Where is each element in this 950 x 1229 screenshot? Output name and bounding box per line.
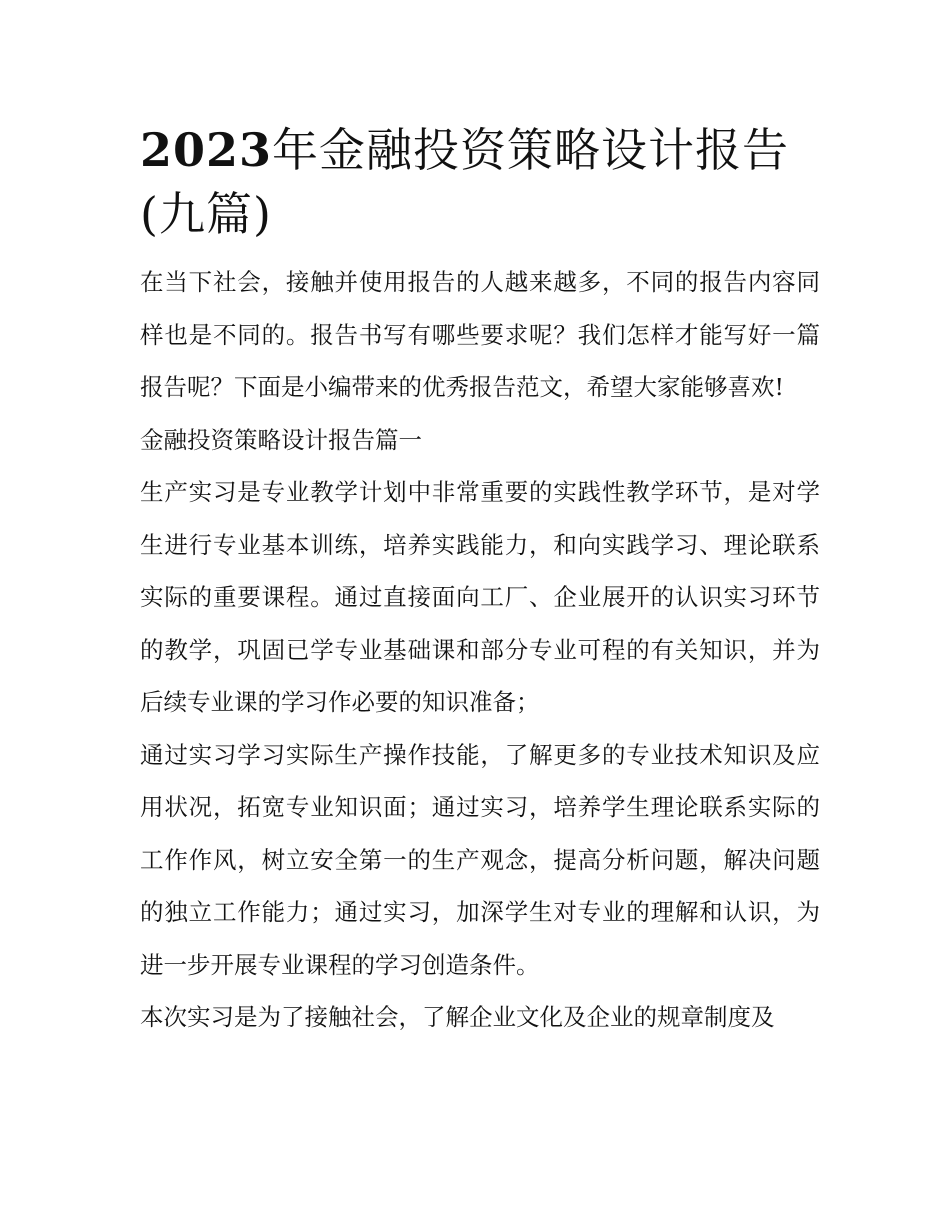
title-text: 年金融投资策略设计报告(九篇): [140, 123, 790, 241]
body-paragraph-1: 生产实习是专业教学计划中非常重要的实践性教学环节，是对学生进行专业基本训练，培养实践能力，和向实践学习、理论联系实际的重要课程。通过直接面向工厂、企业展开的认识实习环节的教学，巩固已学专业基础课和部分专业可程的有关知识，并为后续专业课的学习作必要的知识准备；: [140, 478, 820, 716]
body-paragraph-3: 本次实习是为了接触社会，了解企业文化及企业的规章制度及: [140, 1003, 775, 1031]
document-title: [140, 118, 820, 246]
body-paragraph-2: 通过实习学习实际生产操作技能，了解更多的专业技术知识及应用状况，拓宽专业知识面；通过实习，培养学生理论联系实际的工作作风，树立安全第一的生产观念，提高分析问题，解决问题的独立工作能力；通过实习，加深学生对专业的理解和认识，为进一步开展专业课程的学习创造条件。: [140, 740, 820, 979]
section-heading: 金融投资策略设计报告篇一: [140, 425, 422, 454]
document-body: [140, 118, 820, 1044]
intro-paragraph: 在当下社会，接触并使用报告的人越来越多，不同的报告内容同样也是不同的。报告书写有哪些要求呢？我们怎样才能写好一篇报告呢？下面是小编带来的优秀报告范文，希望大家能够喜欢!: [140, 268, 820, 401]
title-year: 2023: [140, 123, 273, 177]
